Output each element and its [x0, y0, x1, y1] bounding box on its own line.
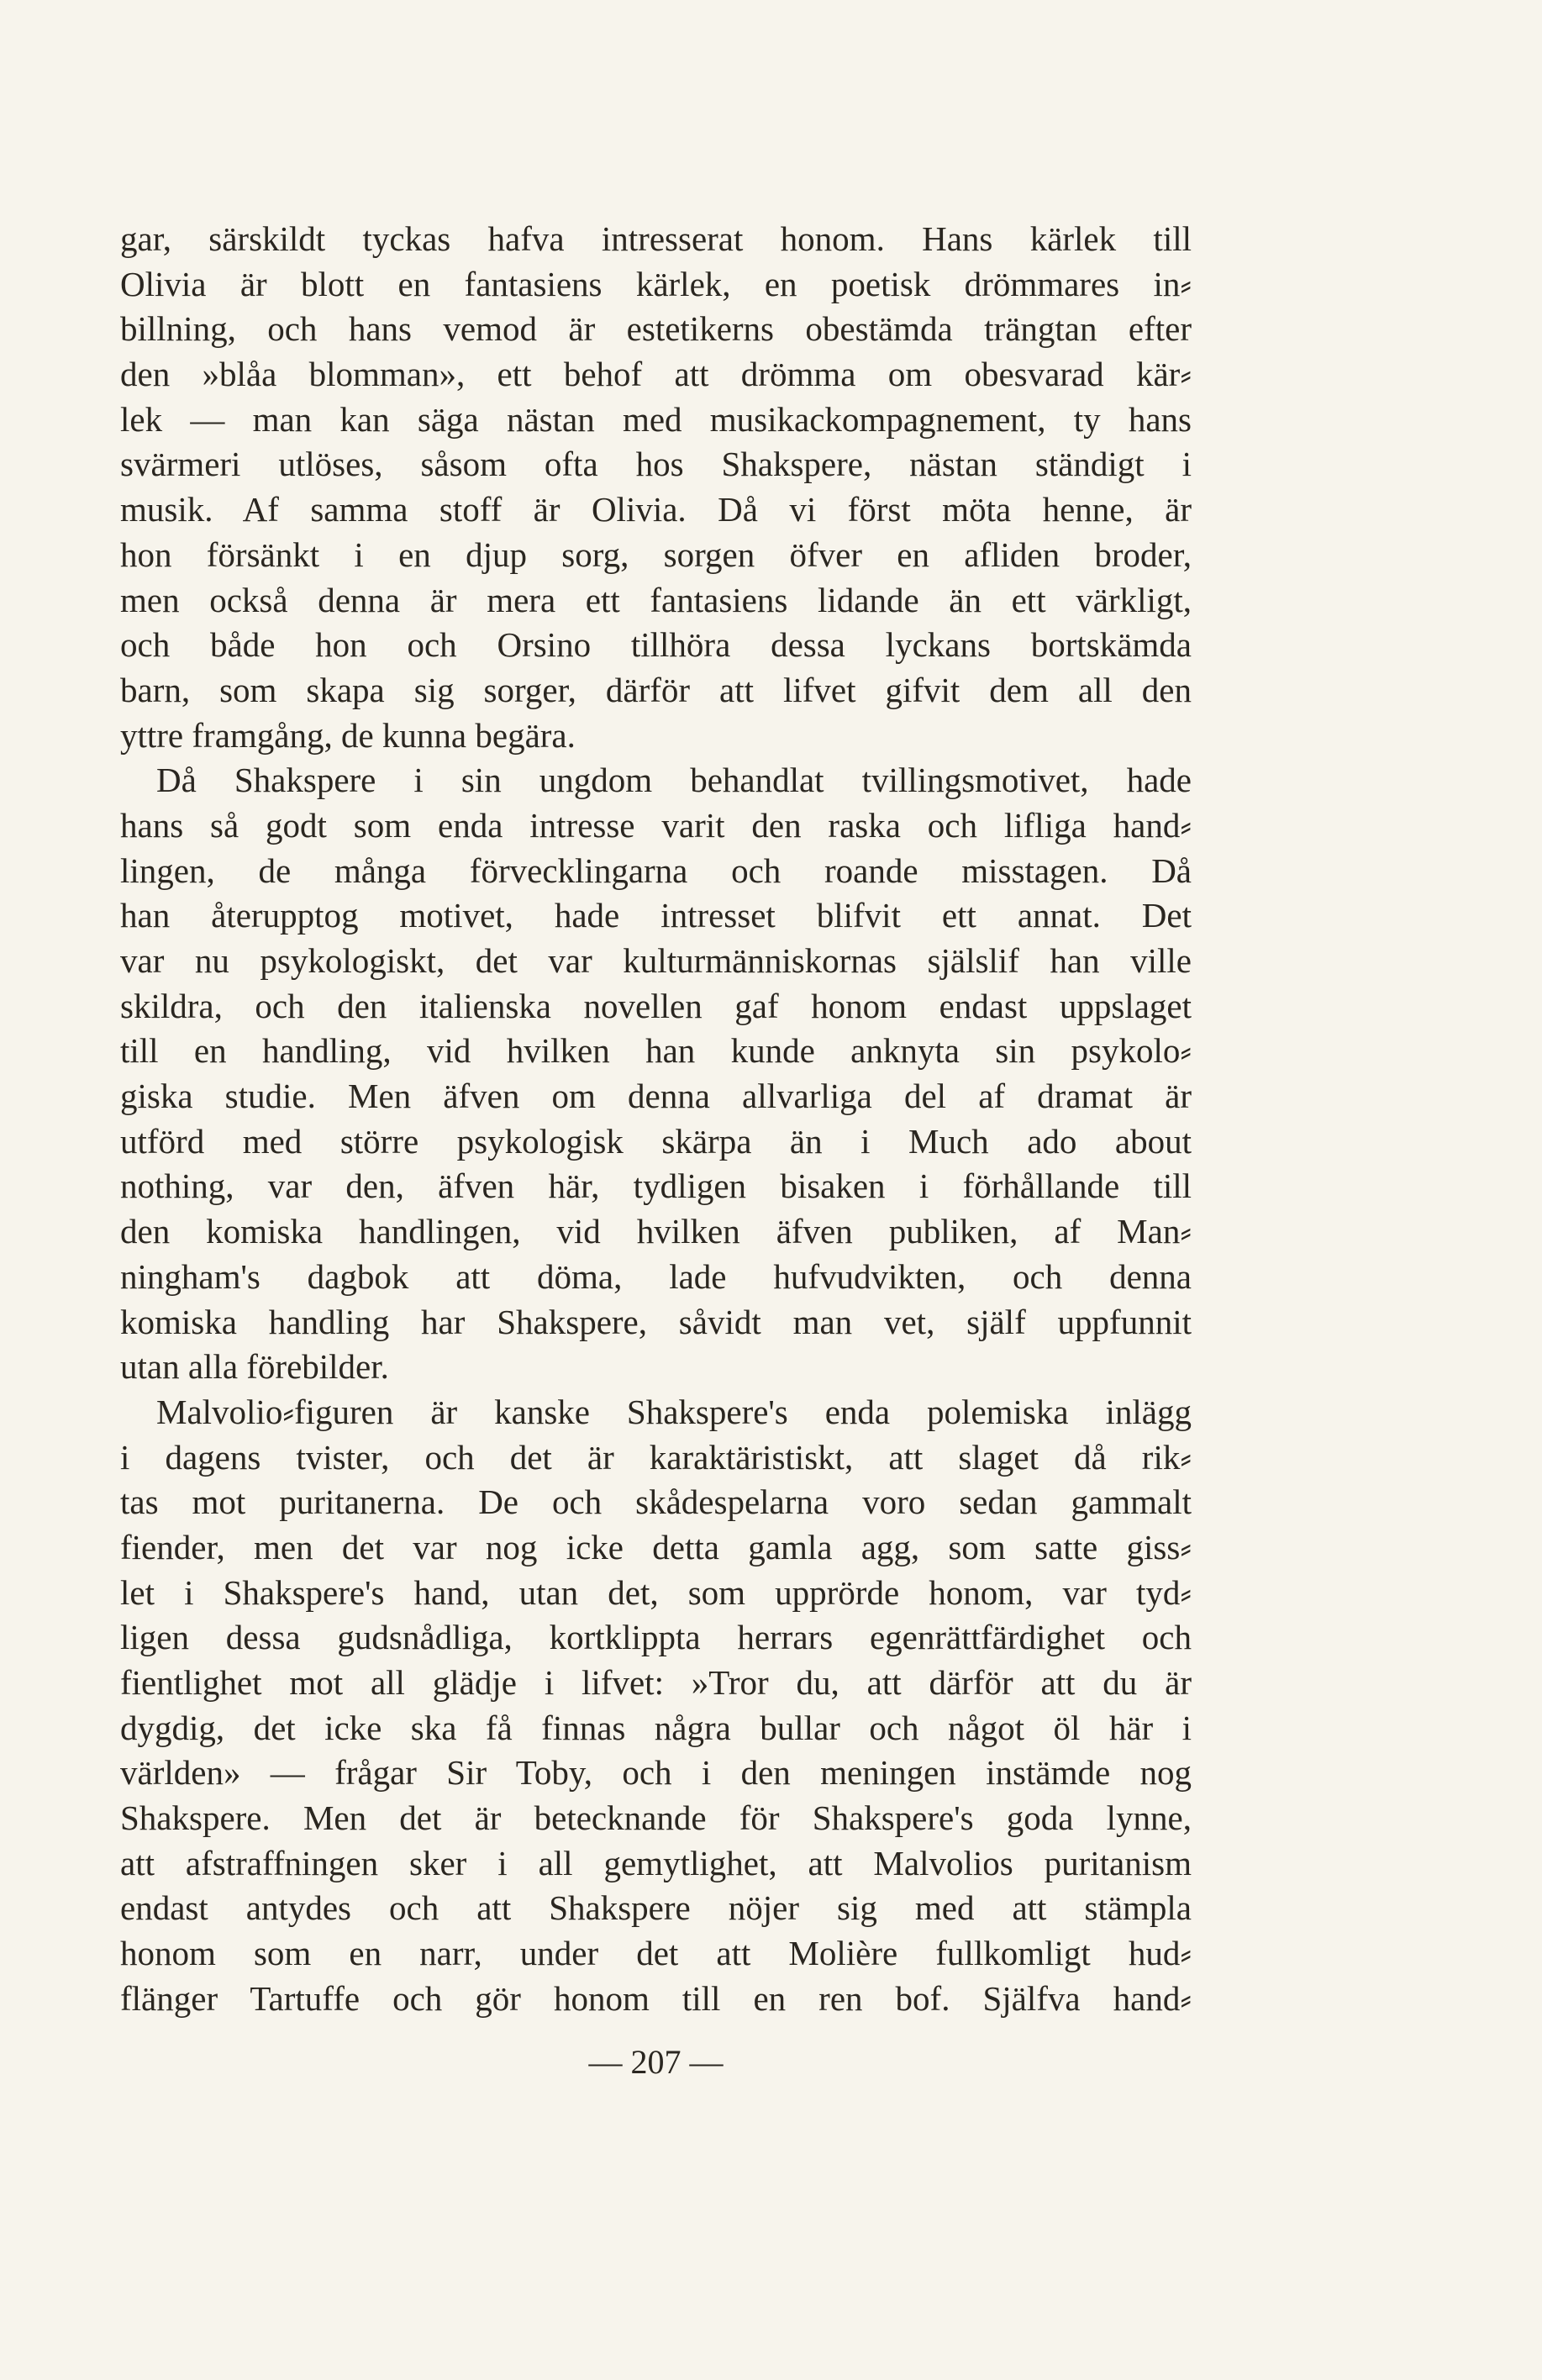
text-line: var nu psykologiskt, det var kulturmänniskornas själslif han ville [120, 941, 1192, 980]
text-line: Shakspere. Men det är betecknande för Shakspere's goda lynne, [120, 1798, 1192, 1838]
text-line: barn, som skapa sig sorger, därför att lifvet gifvit dem all den [120, 670, 1192, 709]
text-line: dygdig, det icke ska få finnas några bullar och något öl här i [120, 1708, 1192, 1747]
text-line: världen» — frågar Sir Toby, och i den meningen instämde nog [120, 1753, 1192, 1793]
text-line: musik. Af samma stoff är Olivia. Då vi först möta henne, är [120, 490, 1192, 529]
text-line: fientlighet mot all glädje i lifvet: »Tror du, att därför att du är [120, 1663, 1192, 1702]
text-line: lek — man kan säga nästan med musikackompagnement, ty hans [120, 399, 1192, 439]
text-line: komiska handling har Shakspere, såvidt man vet, själf uppfunnit [120, 1302, 1192, 1341]
text-line: let i Shakspere's hand, utan det, som upprörde honom, var tyd⸗ [120, 1572, 1192, 1612]
text-line: fiender, men det var nog icke detta gamla agg, som satte giss⸗ [120, 1527, 1192, 1566]
text-line: ningham's dagbok att döma, lade hufvudvikten, och denna [120, 1256, 1192, 1296]
text-line: till en handling, vid hvilken han kunde anknyta sin psykolo⸗ [120, 1031, 1192, 1071]
text-line: skildra, och den italienska novellen gaf honom endast uppslaget [120, 986, 1192, 1025]
text-line: honom som en narr, under det att Molière fullkomligt hud⸗ [120, 1934, 1192, 1973]
text-line: gar, särskildt tyckas hafva intresserat honom. Hans kärlek till [120, 219, 1192, 258]
page-number: — 207 — [588, 2043, 724, 2081]
text-line: utan alla förebilder. [120, 1347, 389, 1387]
text-line: och både hon och Orsino tillhöra dessa lyckans bortskämda [120, 625, 1192, 665]
text-line: Då Shakspere i sin ungdom behandlat tvillingsmotivet, hade [156, 761, 1192, 800]
text-line: han återupptog motivet, hade intresset blifvit ett annat. Det [120, 896, 1192, 935]
text-line: hon försänkt i en djup sorg, sorgen öfver en afliden broder, [120, 534, 1192, 574]
text-line: lingen, de många förvecklingarna och roande misstagen. Då [120, 850, 1192, 890]
text-line: den komiska handlingen, vid hvilken äfven publiken, af Man⸗ [120, 1212, 1192, 1251]
text-line: Olivia är blott en fantasiens kärlek, en poetisk drömmares in⸗ [120, 264, 1192, 303]
text-line: flänger Tartuffe och gör honom till en ren bof. Själfva hand⸗ [120, 1978, 1192, 2018]
text-line: men också denna är mera ett fantasiens lidande än ett värkligt, [120, 580, 1192, 619]
text-line: hans så godt som enda intresse varit den raska och lifliga hand⸗ [120, 805, 1192, 845]
text-line: tas mot puritanerna. De och skådespelarna voro sedan gammalt [120, 1482, 1192, 1522]
text-line: billning, och hans vemod är estetikerns obestämda trängtan efter [120, 309, 1192, 349]
text-line: att afstraffningen sker i all gemytlighet, att Malvolios puritanism [120, 1843, 1192, 1882]
text-line: utförd med större psykologisk skärpa än i Much ado about [120, 1121, 1192, 1161]
text-line: svärmeri utlöses, såsom ofta hos Shakspere, nästan ständigt i [120, 445, 1192, 484]
text-line: ligen dessa gudsnådliga, kortklippta herrars egenrättfärdighet och [120, 1618, 1192, 1657]
text-line: i dagens tvister, och det är karaktäristiskt, att slaget då rik⸗ [120, 1437, 1192, 1477]
text-line: nothing, var den, äfven här, tydligen bisaken i förhållande till [120, 1166, 1192, 1206]
text-line: Malvolio⸗figuren är kanske Shakspere's enda polemiska inlägg [156, 1392, 1192, 1431]
text-line: yttre framgång, de kunna begära. [120, 715, 576, 755]
text-line: den »blåa blomman», ett behof att drömma om obesvarad kär⸗ [120, 355, 1192, 394]
text-line: endast antydes och att Shakspere nöjer sig med att stämpla [120, 1888, 1192, 1928]
body-text [120, 217, 1192, 2022]
text-line: giska studie. Men äfven om denna allvarliga del af dramat är [120, 1077, 1192, 1116]
